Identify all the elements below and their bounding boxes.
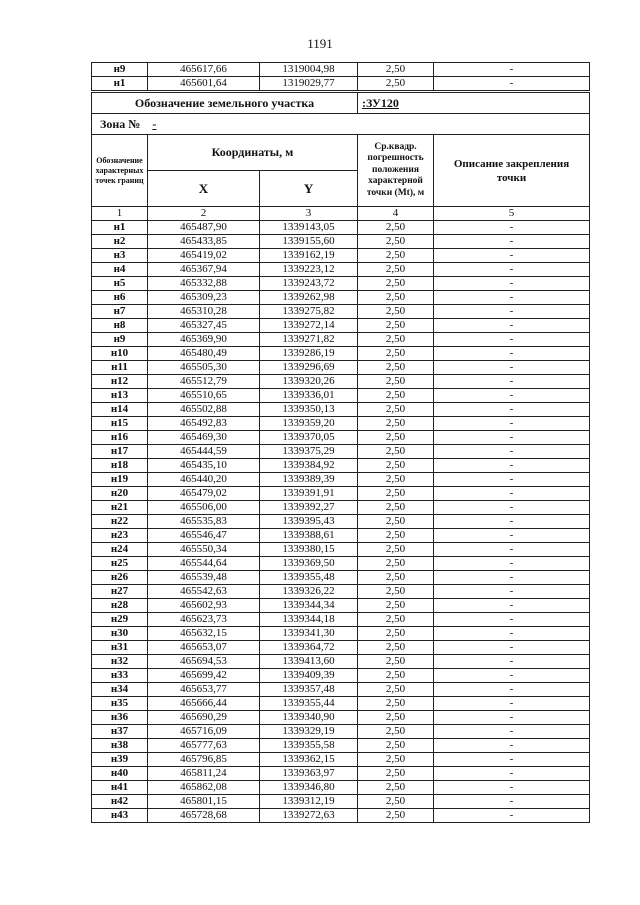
- error-cell: 2,50: [358, 655, 434, 669]
- y-cell: 1339329,19: [260, 725, 358, 739]
- x-cell: 465542,63: [148, 585, 260, 599]
- y-cell: 1339326,22: [260, 585, 358, 599]
- point-cell: н27: [92, 585, 148, 599]
- error-cell: 2,50: [358, 431, 434, 445]
- error-cell: 2,50: [358, 781, 434, 795]
- y-cell: 1339355,48: [260, 571, 358, 585]
- point-cell: н5: [92, 277, 148, 291]
- zone-cell: [92, 114, 590, 135]
- point-cell: н29: [92, 613, 148, 627]
- point-cell: н4: [92, 263, 148, 277]
- header-row-1: [92, 135, 590, 171]
- description-cell: -: [434, 613, 590, 627]
- point-cell: н38: [92, 739, 148, 753]
- description-cell: -: [434, 809, 590, 823]
- y-cell: 1339346,80: [260, 781, 358, 795]
- error-cell: 2,50: [358, 543, 434, 557]
- y-cell: 1339312,19: [260, 795, 358, 809]
- error-cell: 2,50: [358, 767, 434, 781]
- description-cell: -: [434, 487, 590, 501]
- error-cell: 2,50: [358, 361, 434, 375]
- table-row: [92, 613, 590, 627]
- y-cell: 1339344,34: [260, 599, 358, 613]
- description-cell: -: [434, 655, 590, 669]
- header-point-designation: Обозначение характерных точек границ: [92, 135, 148, 207]
- point-cell: н30: [92, 627, 148, 641]
- y-cell: 1339392,27: [260, 501, 358, 515]
- page-number: 1191: [307, 36, 333, 51]
- y-cell: 1339370,05: [260, 431, 358, 445]
- error-cell: 2,50: [358, 809, 434, 823]
- x-cell: 465728,68: [148, 809, 260, 823]
- table-row: [92, 291, 590, 305]
- description-cell: -: [434, 77, 590, 91]
- x-cell: 465796,85: [148, 753, 260, 767]
- point-cell: н6: [92, 291, 148, 305]
- description-cell: -: [434, 543, 590, 557]
- description-cell: -: [434, 263, 590, 277]
- description-cell: -: [434, 347, 590, 361]
- point-cell: н13: [92, 389, 148, 403]
- description-cell: -: [434, 557, 590, 571]
- error-cell: 2,50: [358, 515, 434, 529]
- table-row: [92, 711, 590, 725]
- table-row: [92, 683, 590, 697]
- point-cell: н17: [92, 445, 148, 459]
- table-row: [92, 697, 590, 711]
- y-cell: 1339357,48: [260, 683, 358, 697]
- x-cell: 465502,88: [148, 403, 260, 417]
- table-row: [92, 389, 590, 403]
- table-row: [92, 235, 590, 249]
- x-cell: 465653,07: [148, 641, 260, 655]
- point-cell: н7: [92, 305, 148, 319]
- error-cell: 2,50: [358, 753, 434, 767]
- x-cell: 465512,79: [148, 375, 260, 389]
- error-cell: 2,50: [358, 487, 434, 501]
- y-cell: 1339162,19: [260, 249, 358, 263]
- description-cell: -: [434, 375, 590, 389]
- description-cell: -: [434, 249, 590, 263]
- error-cell: 2,50: [358, 669, 434, 683]
- x-cell: 465492,83: [148, 417, 260, 431]
- y-cell: 1339362,15: [260, 753, 358, 767]
- x-cell: 465632,15: [148, 627, 260, 641]
- y-cell: 1319004,98: [260, 63, 358, 77]
- error-cell: 2,50: [358, 627, 434, 641]
- y-cell: 1339272,63: [260, 809, 358, 823]
- x-cell: 465811,24: [148, 767, 260, 781]
- table-row: [92, 557, 590, 571]
- description-cell: -: [434, 711, 590, 725]
- table-row: [92, 361, 590, 375]
- point-cell: н11: [92, 361, 148, 375]
- point-cell: н39: [92, 753, 148, 767]
- description-cell: -: [434, 585, 590, 599]
- zone-label: Зона №: [100, 116, 141, 131]
- description-cell: -: [434, 459, 590, 473]
- x-cell: 465505,30: [148, 361, 260, 375]
- table-row: [92, 655, 590, 669]
- y-cell: 1339286,19: [260, 347, 358, 361]
- x-cell: 465666,44: [148, 697, 260, 711]
- table-row: [92, 77, 590, 91]
- description-cell: -: [434, 515, 590, 529]
- x-cell: 465327,45: [148, 319, 260, 333]
- coordinates-table: [91, 92, 590, 823]
- header-x: X: [148, 171, 260, 207]
- description-cell: -: [434, 767, 590, 781]
- x-cell: 465546,47: [148, 529, 260, 543]
- y-cell: 1339384,92: [260, 459, 358, 473]
- y-cell: 1339409,39: [260, 669, 358, 683]
- column-number-4: 4: [358, 207, 434, 221]
- point-cell: н32: [92, 655, 148, 669]
- point-cell: н1: [92, 221, 148, 235]
- y-cell: 1339340,90: [260, 711, 358, 725]
- point-cell: н35: [92, 697, 148, 711]
- x-cell: 465487,90: [148, 221, 260, 235]
- description-cell: -: [434, 277, 590, 291]
- table-row: [92, 781, 590, 795]
- error-cell: 2,50: [358, 725, 434, 739]
- error-cell: 2,50: [358, 63, 434, 77]
- error-cell: 2,50: [358, 599, 434, 613]
- point-cell: н37: [92, 725, 148, 739]
- error-cell: 2,50: [358, 473, 434, 487]
- description-cell: -: [434, 221, 590, 235]
- x-cell: 465332,88: [148, 277, 260, 291]
- table-row: [92, 795, 590, 809]
- description-cell: -: [434, 431, 590, 445]
- table-row: [92, 63, 590, 77]
- x-cell: 465550,34: [148, 543, 260, 557]
- error-cell: 2,50: [358, 333, 434, 347]
- y-cell: 1339272,14: [260, 319, 358, 333]
- point-cell: н10: [92, 347, 148, 361]
- description-cell: -: [434, 319, 590, 333]
- y-cell: 1339413,60: [260, 655, 358, 669]
- y-cell: 1339320,26: [260, 375, 358, 389]
- previous-section-table: [91, 62, 590, 91]
- y-cell: 1339364,72: [260, 641, 358, 655]
- x-cell: 465617,66: [148, 63, 260, 77]
- description-cell: -: [434, 417, 590, 431]
- y-cell: 1339389,39: [260, 473, 358, 487]
- point-cell: н31: [92, 641, 148, 655]
- table-row: [92, 669, 590, 683]
- table-row: [92, 305, 590, 319]
- x-cell: 465862,08: [148, 781, 260, 795]
- point-cell: н15: [92, 417, 148, 431]
- column-number-2: 2: [148, 207, 260, 221]
- table-row: [92, 739, 590, 753]
- x-cell: 465469,30: [148, 431, 260, 445]
- x-cell: 465699,42: [148, 669, 260, 683]
- table-row: [92, 641, 590, 655]
- table-row: [92, 347, 590, 361]
- table-row: [92, 501, 590, 515]
- point-cell: н43: [92, 809, 148, 823]
- y-cell: 1339296,69: [260, 361, 358, 375]
- x-cell: 465435,10: [148, 459, 260, 473]
- y-cell: 1339341,30: [260, 627, 358, 641]
- description-cell: -: [434, 403, 590, 417]
- x-cell: 465433,85: [148, 235, 260, 249]
- column-number-1: 1: [92, 207, 148, 221]
- error-cell: 2,50: [358, 585, 434, 599]
- error-cell: 2,50: [358, 403, 434, 417]
- point-cell: н1: [92, 77, 148, 91]
- point-cell: н3: [92, 249, 148, 263]
- error-cell: 2,50: [358, 445, 434, 459]
- x-cell: 465716,09: [148, 725, 260, 739]
- description-cell: -: [434, 333, 590, 347]
- description-cell: -: [434, 63, 590, 77]
- x-cell: 465419,02: [148, 249, 260, 263]
- point-cell: н40: [92, 767, 148, 781]
- error-cell: 2,50: [358, 641, 434, 655]
- table-row: [92, 277, 590, 291]
- point-cell: н33: [92, 669, 148, 683]
- y-cell: 1339395,43: [260, 515, 358, 529]
- zone-row: [92, 114, 590, 135]
- error-cell: 2,50: [358, 417, 434, 431]
- table-row: [92, 809, 590, 823]
- x-cell: 465801,15: [148, 795, 260, 809]
- error-cell: 2,50: [358, 77, 434, 91]
- y-cell: 1339262,98: [260, 291, 358, 305]
- description-cell: -: [434, 529, 590, 543]
- point-cell: н2: [92, 235, 148, 249]
- description-cell: -: [434, 389, 590, 403]
- land-plot-value: :ЗУ120: [358, 93, 590, 114]
- table-row: [92, 249, 590, 263]
- description-cell: -: [434, 445, 590, 459]
- header-coordinates: Координаты, м: [148, 135, 358, 171]
- table-row: [92, 445, 590, 459]
- x-cell: 465440,20: [148, 473, 260, 487]
- y-cell: 1339359,20: [260, 417, 358, 431]
- y-cell: 1339336,01: [260, 389, 358, 403]
- error-cell: 2,50: [358, 277, 434, 291]
- point-cell: н26: [92, 571, 148, 585]
- table-row: [92, 627, 590, 641]
- description-cell: -: [434, 501, 590, 515]
- header-y: Y: [260, 171, 358, 207]
- description-cell: -: [434, 305, 590, 319]
- y-cell: 1339350,13: [260, 403, 358, 417]
- description-cell: -: [434, 599, 590, 613]
- table-row: [92, 725, 590, 739]
- point-cell: н23: [92, 529, 148, 543]
- y-cell: 1339344,18: [260, 613, 358, 627]
- description-cell: -: [434, 781, 590, 795]
- error-cell: 2,50: [358, 529, 434, 543]
- x-cell: 465653,77: [148, 683, 260, 697]
- x-cell: 465310,28: [148, 305, 260, 319]
- x-cell: 465777,63: [148, 739, 260, 753]
- x-cell: 465694,53: [148, 655, 260, 669]
- description-cell: -: [434, 669, 590, 683]
- y-cell: 1339155,60: [260, 235, 358, 249]
- y-cell: 1339391,91: [260, 487, 358, 501]
- error-cell: 2,50: [358, 711, 434, 725]
- description-cell: -: [434, 571, 590, 585]
- y-cell: 1339375,29: [260, 445, 358, 459]
- y-cell: 1339275,82: [260, 305, 358, 319]
- point-cell: н14: [92, 403, 148, 417]
- point-cell: н25: [92, 557, 148, 571]
- table-row: [92, 417, 590, 431]
- error-cell: 2,50: [358, 375, 434, 389]
- table-row: [92, 375, 590, 389]
- error-cell: 2,50: [358, 305, 434, 319]
- error-cell: 2,50: [358, 319, 434, 333]
- x-cell: 465510,65: [148, 389, 260, 403]
- header-description: Описание закрепления точки: [434, 135, 590, 207]
- x-cell: 465690,29: [148, 711, 260, 725]
- table-row: [92, 585, 590, 599]
- description-cell: -: [434, 683, 590, 697]
- description-cell: -: [434, 473, 590, 487]
- table-row: [92, 459, 590, 473]
- table-row: [92, 431, 590, 445]
- y-cell: 1339355,44: [260, 697, 358, 711]
- table-row: [92, 767, 590, 781]
- error-cell: 2,50: [358, 291, 434, 305]
- point-cell: н41: [92, 781, 148, 795]
- point-cell: н16: [92, 431, 148, 445]
- table-row: [92, 515, 590, 529]
- table-row: [92, 221, 590, 235]
- x-cell: 465601,64: [148, 77, 260, 91]
- table-row: [92, 319, 590, 333]
- y-cell: 1319029,77: [260, 77, 358, 91]
- point-cell: н8: [92, 319, 148, 333]
- x-cell: 465623,73: [148, 613, 260, 627]
- description-cell: -: [434, 361, 590, 375]
- x-cell: 465602,93: [148, 599, 260, 613]
- error-cell: 2,50: [358, 235, 434, 249]
- table-row: [92, 599, 590, 613]
- table-row: [92, 487, 590, 501]
- zone-value: -: [152, 116, 157, 131]
- table-row: [92, 403, 590, 417]
- error-cell: 2,50: [358, 571, 434, 585]
- x-cell: 465535,83: [148, 515, 260, 529]
- error-cell: 2,50: [358, 459, 434, 473]
- table-row: [92, 753, 590, 767]
- point-cell: н12: [92, 375, 148, 389]
- table-row: [92, 543, 590, 557]
- table-row: [92, 473, 590, 487]
- table-row: [92, 263, 590, 277]
- error-cell: 2,50: [358, 739, 434, 753]
- description-cell: -: [434, 697, 590, 711]
- point-cell: н36: [92, 711, 148, 725]
- description-cell: -: [434, 795, 590, 809]
- table-row: [92, 529, 590, 543]
- x-cell: 465444,59: [148, 445, 260, 459]
- description-cell: -: [434, 753, 590, 767]
- y-cell: 1339271,82: [260, 333, 358, 347]
- y-cell: 1339363,97: [260, 767, 358, 781]
- header-error: Ср.квадр. погрешность положения характерной точки (Mt), м: [358, 135, 434, 207]
- description-cell: -: [434, 627, 590, 641]
- description-cell: -: [434, 641, 590, 655]
- y-cell: 1339243,72: [260, 277, 358, 291]
- error-cell: 2,50: [358, 557, 434, 571]
- column-number-5: 5: [434, 207, 590, 221]
- x-cell: 465480,49: [148, 347, 260, 361]
- x-cell: 465506,00: [148, 501, 260, 515]
- column-numbers-row: [92, 207, 590, 221]
- description-cell: -: [434, 739, 590, 753]
- table-row: [92, 333, 590, 347]
- column-number-3: 3: [260, 207, 358, 221]
- point-cell: н9: [92, 63, 148, 77]
- point-cell: н34: [92, 683, 148, 697]
- table-row: [92, 571, 590, 585]
- error-cell: 2,50: [358, 249, 434, 263]
- error-cell: 2,50: [358, 795, 434, 809]
- point-cell: н20: [92, 487, 148, 501]
- error-cell: 2,50: [358, 221, 434, 235]
- error-cell: 2,50: [358, 263, 434, 277]
- y-cell: 1339369,50: [260, 557, 358, 571]
- error-cell: 2,50: [358, 501, 434, 515]
- point-cell: н42: [92, 795, 148, 809]
- x-cell: 465479,02: [148, 487, 260, 501]
- y-cell: 1339380,15: [260, 543, 358, 557]
- x-cell: 465544,64: [148, 557, 260, 571]
- y-cell: 1339388,61: [260, 529, 358, 543]
- previous-section-rows: [92, 63, 590, 91]
- land-plot-row: [92, 93, 590, 114]
- description-cell: -: [434, 725, 590, 739]
- land-plot-label: Обозначение земельного участка: [92, 93, 358, 114]
- x-cell: 465309,23: [148, 291, 260, 305]
- x-cell: 465367,94: [148, 263, 260, 277]
- point-cell: н22: [92, 515, 148, 529]
- point-cell: н9: [92, 333, 148, 347]
- point-cell: н21: [92, 501, 148, 515]
- point-cell: н28: [92, 599, 148, 613]
- x-cell: 465539,48: [148, 571, 260, 585]
- x-cell: 465369,90: [148, 333, 260, 347]
- y-cell: 1339223,12: [260, 263, 358, 277]
- point-cell: н18: [92, 459, 148, 473]
- error-cell: 2,50: [358, 389, 434, 403]
- point-cell: н24: [92, 543, 148, 557]
- error-cell: 2,50: [358, 697, 434, 711]
- error-cell: 2,50: [358, 683, 434, 697]
- error-cell: 2,50: [358, 613, 434, 627]
- description-cell: -: [434, 291, 590, 305]
- y-cell: 1339355,58: [260, 739, 358, 753]
- description-cell: -: [434, 235, 590, 249]
- error-cell: 2,50: [358, 347, 434, 361]
- point-cell: н19: [92, 473, 148, 487]
- y-cell: 1339143,05: [260, 221, 358, 235]
